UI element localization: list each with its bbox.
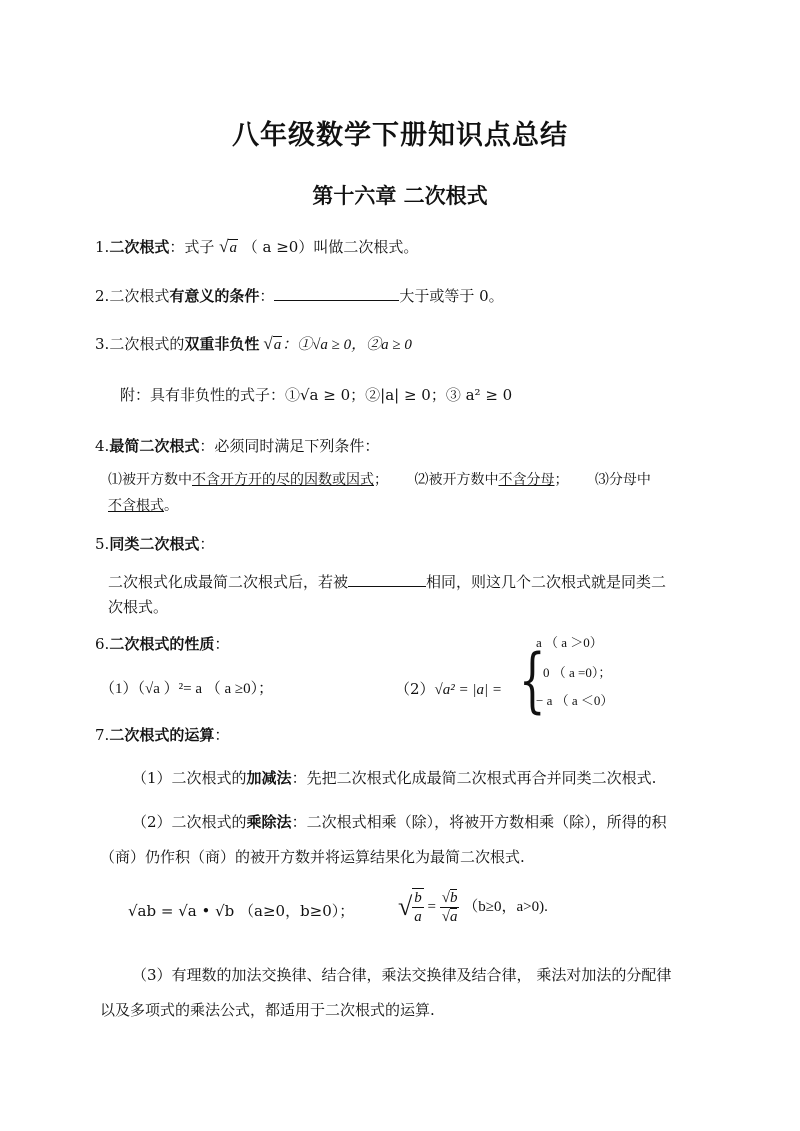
fraction-b-over-a: $\frac{b}{a}$ <box>414 890 422 925</box>
section-number: 1. <box>95 238 110 256</box>
paragraph: （2）二次根式的 <box>132 813 247 831</box>
chapter-title: 第十六章 二次根式 <box>312 183 488 208</box>
section-heading: 同类二次根式 <box>109 535 200 553</box>
paragraph-heading: 乘除法 <box>246 813 292 831</box>
list-item: ； <box>374 472 388 488</box>
section-number: 4. <box>95 437 110 455</box>
section-condition: （ a ≥0）叫做二次根式。 <box>242 238 419 256</box>
section-text: 二次根式的 <box>109 335 185 353</box>
section-heading: 双重非负性 <box>184 335 260 353</box>
list-item: ； <box>554 472 569 488</box>
section-text: 二次根式 <box>109 287 170 305</box>
section-number: 3. <box>95 335 110 353</box>
section-4 <box>95 435 379 457</box>
list-item: ⑴被开方数中 <box>108 472 192 488</box>
section-number: 2. <box>95 287 110 305</box>
paragraph: ：二次根式相乘（除），将被开方数相乘（除），所得的积 <box>291 813 667 831</box>
section-5-body-2: 次根式。 <box>108 598 169 616</box>
section-text: 大于或等于 0。 <box>399 287 504 305</box>
operation-3: （3）有理数的加法交换律、结合律，乘法交换律及结合律， 乘法对加法的分配律 <box>132 966 672 984</box>
formula-condition: （b≥0，a>0). <box>463 899 548 915</box>
section-number: 5. <box>95 535 110 553</box>
section-6 <box>95 633 229 655</box>
radical-a: √a <box>219 237 237 256</box>
list-item: ⑵被开方数中 <box>414 472 499 488</box>
section-4-items-cont <box>108 495 178 517</box>
paragraph-heading: 加减法 <box>246 769 292 787</box>
list-item: ⑶分母中 <box>594 472 651 488</box>
formula-multiply: √ab = √a • √b （a≥0，b≥0）； <box>128 902 355 920</box>
paragraph: 相同，则这几个二次根式就是同类二 <box>426 573 667 591</box>
section-heading: 最简二次根式 <box>109 437 200 455</box>
paragraph: （1）二次根式的 <box>132 769 247 787</box>
piecewise-brace: { <box>518 639 546 721</box>
operation-2 <box>132 811 667 833</box>
section-text: ：必须同时满足下列条件： <box>199 437 380 455</box>
piecewise-case-2: 0 （ a =0）； <box>543 665 612 680</box>
property-expression: √a² = |a| = <box>434 682 503 698</box>
section-5 <box>95 533 214 555</box>
operation-2-cont: （商）仍作积（商）的被开方数并将运算结果化为最简二次根式. <box>100 848 525 866</box>
section-3 <box>95 333 412 356</box>
section-5-body <box>108 571 666 593</box>
list-item: 不含开方开的尽的因数或因式 <box>192 472 374 488</box>
section-heading: 有意义的条件 <box>169 287 260 305</box>
section-number: 6. <box>95 635 110 653</box>
section-number: 7. <box>95 726 110 744</box>
section-text: ： <box>214 726 230 744</box>
radical-a: √a <box>263 334 282 353</box>
list-item: 。 <box>164 498 178 514</box>
section-3-note: 附：具有非负性的式子：①√a ≥ 0；②|a| ≥ 0；③ a² ≥ 0 <box>120 386 513 404</box>
section-formula: ：①√a ≥ 0，②a ≥ 0 <box>282 337 412 353</box>
piecewise-case-3: − a （ a ＜0） <box>536 693 614 708</box>
list-item: 不含分母 <box>498 472 555 488</box>
section-heading: 二次根式 <box>109 238 170 256</box>
property-label: （2） <box>395 680 435 698</box>
paragraph: 二次根式化成最简二次根式后，若被 <box>108 573 349 591</box>
formula-divide: √ $\frac{b}{a}$ = $\frac{√b}{√a}$ （b≥0，a>0). <box>398 889 548 925</box>
piecewise-case-1: a （ a ＞0） <box>536 635 603 650</box>
section-text: ： <box>214 635 230 653</box>
property-2 <box>395 678 502 701</box>
fill-blank <box>348 572 426 587</box>
list-item: 不含根式 <box>108 498 164 514</box>
operation-3-cont: 以及多项式的乘法公式，都适用于二次根式的运算. <box>100 1001 435 1019</box>
section-text: ：式子 <box>169 238 215 256</box>
section-4-items <box>108 469 651 491</box>
paragraph: ：先把二次根式化成最简二次根式再合并同类二次根式. <box>291 769 657 787</box>
section-heading: 二次根式的运算 <box>109 726 215 744</box>
section-1 <box>95 236 418 259</box>
section-text: ： <box>199 535 215 553</box>
section-heading: 二次根式的性质 <box>109 635 215 653</box>
section-2 <box>95 285 504 307</box>
property-1: （1）（√a ）²= a （ a ≥0）； <box>100 681 274 697</box>
section-text: ： <box>259 287 275 305</box>
fraction-sqrtb-over-sqrta: $\frac{√b}{√a}$ <box>441 889 458 925</box>
fill-blank <box>274 286 399 301</box>
section-7 <box>95 724 229 746</box>
operation-1 <box>132 767 656 789</box>
page-title: 八年级数学下册知识点总结 <box>232 120 568 151</box>
